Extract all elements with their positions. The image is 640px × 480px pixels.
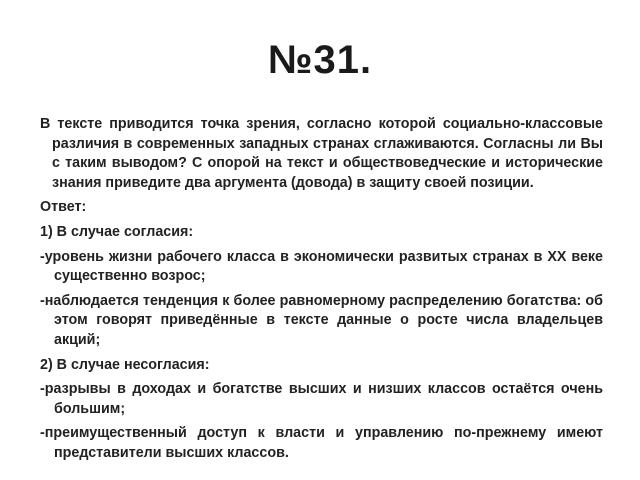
agree-item: -уровень жизни рабочего класса в экономически развитых странах в XX веке существенно возрос; (40, 248, 603, 285)
agree-item: -наблюдается тенденция к более равномерному распределению богатства: об этом говорят приведённые в тексте данные о росте числа владельцев акций; (40, 292, 603, 348)
agree-heading: 1) В случае согласия: (40, 223, 194, 240)
slide-title: №31. (267, 38, 373, 82)
disagree-item: -преимущественный доступ к власти и управлению по-прежнему имеют представители высших классов. (40, 425, 603, 461)
answer-label: Ответ: (40, 199, 87, 216)
disagree-item: -разрывы в доходах и богатстве высших и низших классов остаётся очень большим; (40, 381, 603, 417)
question-text: В тексте приводится точка зрения, согласно которой социально-классовые различия в современных западных странах сглаживаются. Согласны ли Вы с таким выводом? С опорой на текст и обществоведческие и исторические знания приведите два аргумента (довода) в защиту своей позиции. (40, 116, 603, 191)
disagree-heading: 2) В случае несогласия: (40, 356, 210, 373)
slide-body (40, 115, 603, 469)
